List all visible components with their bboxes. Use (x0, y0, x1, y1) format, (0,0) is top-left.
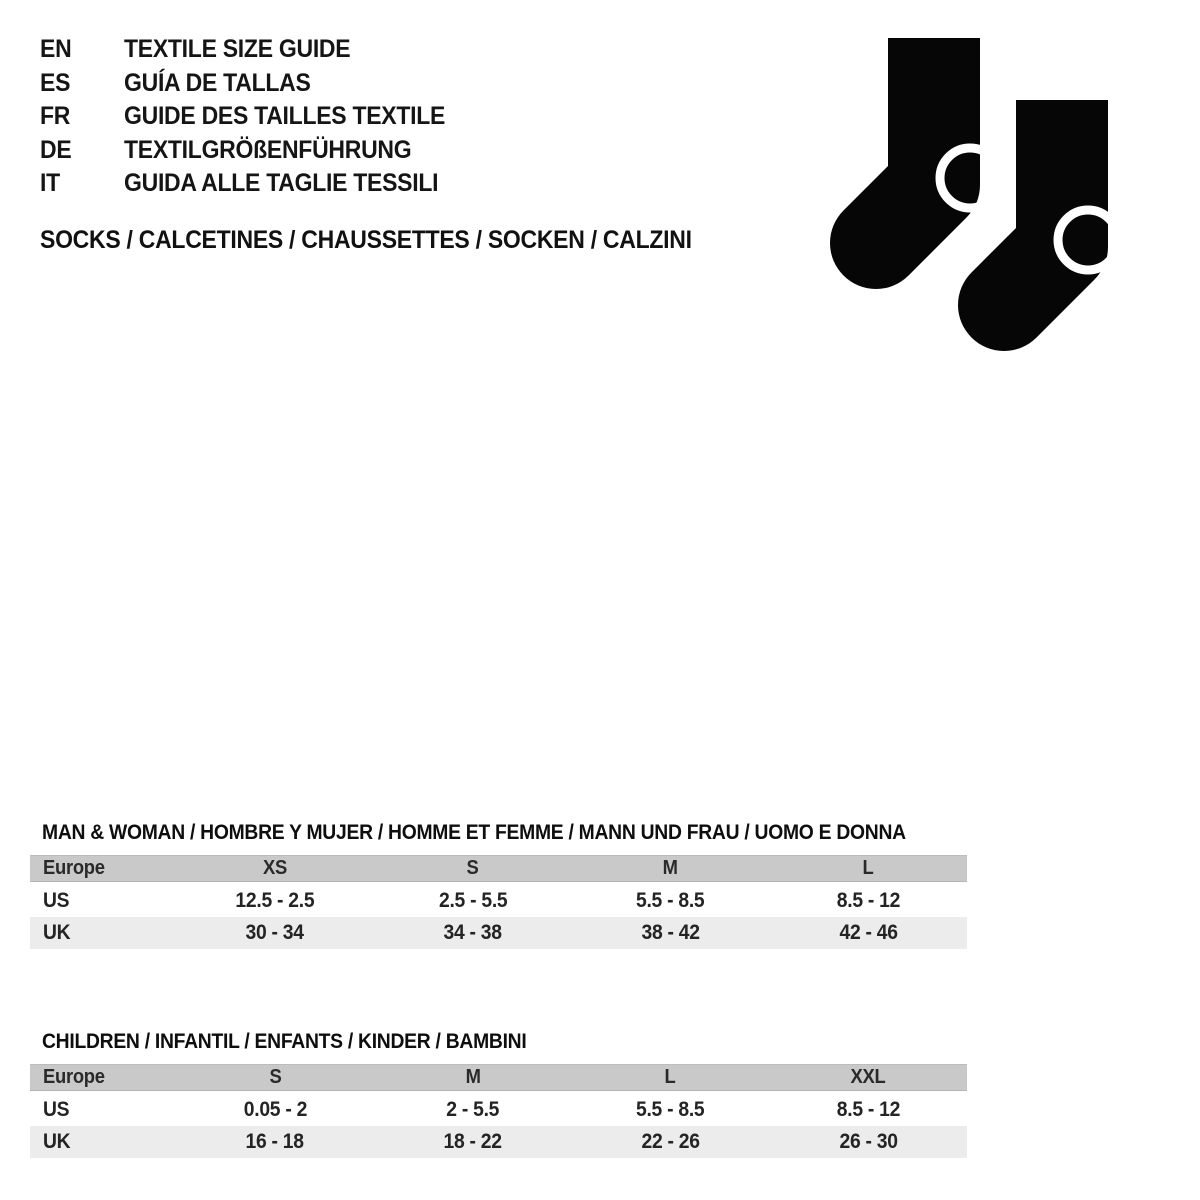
sock-right-shape (1004, 100, 1062, 305)
language-title-list (40, 33, 473, 201)
row-label: US (30, 1094, 176, 1126)
category-line: SOCKS / CALCETINES / CHAUSSETTES / SOCKEN / CALZINI (40, 226, 692, 254)
language-code: IT (40, 169, 60, 197)
cell-value: 2.5 - 5.5 (374, 885, 572, 917)
table-header-row (30, 855, 967, 885)
table-header-row (30, 1064, 967, 1094)
row-label: UK (30, 1126, 176, 1158)
guide-title-en: TEXTILE SIZE GUIDE (123, 35, 351, 63)
row-label: US (30, 885, 176, 917)
cell-value: 26 - 30 (769, 1126, 967, 1158)
table-row-uk (30, 917, 967, 949)
column-header-size: L (572, 1064, 770, 1094)
guide-title-es: GUÍA DE TALLAS (123, 68, 311, 97)
cell-value: 42 - 46 (769, 917, 967, 949)
cell-value: 8.5 - 12 (769, 885, 967, 917)
cell-value: 16 - 18 (176, 1126, 374, 1158)
table-row-us (30, 1094, 967, 1126)
size-table-children (30, 1064, 967, 1158)
language-code: EN (40, 35, 72, 63)
cell-value: 22 - 26 (572, 1126, 770, 1158)
column-header-size: S (374, 855, 572, 885)
language-row-it (40, 167, 473, 201)
size-table-adults (30, 855, 967, 949)
cell-value: 18 - 22 (374, 1126, 572, 1158)
column-header-region: Europe (30, 1064, 176, 1094)
cell-value: 5.5 - 8.5 (572, 885, 770, 917)
column-header-size: M (572, 855, 770, 885)
cell-value: 30 - 34 (176, 917, 374, 949)
cell-value: 8.5 - 12 (769, 1094, 967, 1126)
column-header-size: XXL (769, 1064, 967, 1094)
guide-title-fr: GUIDE DES TAILLES TEXTILE (123, 102, 446, 130)
language-row-de (40, 134, 473, 168)
cell-value: 0.05 - 2 (176, 1094, 374, 1126)
cell-value: 12.5 - 2.5 (176, 885, 374, 917)
table-row-uk (30, 1126, 967, 1158)
cell-value: 5.5 - 8.5 (572, 1094, 770, 1126)
guide-title-it: GUIDA ALLE TAGLIE TESSILI (123, 169, 439, 197)
sock-left-shape (876, 38, 934, 243)
guide-title-de: TEXTILGRÖßENFÜHRUNG (123, 135, 412, 164)
language-code: DE (40, 135, 72, 164)
cell-value: 38 - 42 (572, 917, 770, 949)
cell-value: 34 - 38 (374, 917, 572, 949)
column-header-size: XS (176, 855, 374, 885)
column-header-size: L (769, 855, 967, 885)
cell-value: 2 - 5.5 (374, 1094, 572, 1126)
column-header-region: Europe (30, 855, 176, 885)
children-table-title: CHILDREN / INFANTIL / ENFANTS / KINDER / BAMBINI (42, 1030, 527, 1053)
language-row-es (40, 67, 473, 101)
language-code: ES (40, 68, 71, 97)
language-row-fr (40, 100, 473, 134)
table-row-us (30, 885, 967, 917)
row-label: UK (30, 917, 176, 949)
language-row-en (40, 33, 473, 67)
language-code: FR (40, 102, 71, 130)
column-header-size: S (176, 1064, 374, 1094)
adults-table-title: MAN & WOMAN / HOMBRE Y MUJER / HOMME ET FEMME / MANN UND FRAU / UOMO E DONNA (42, 821, 906, 844)
socks-icon (788, 30, 1133, 355)
column-header-size: M (374, 1064, 572, 1094)
